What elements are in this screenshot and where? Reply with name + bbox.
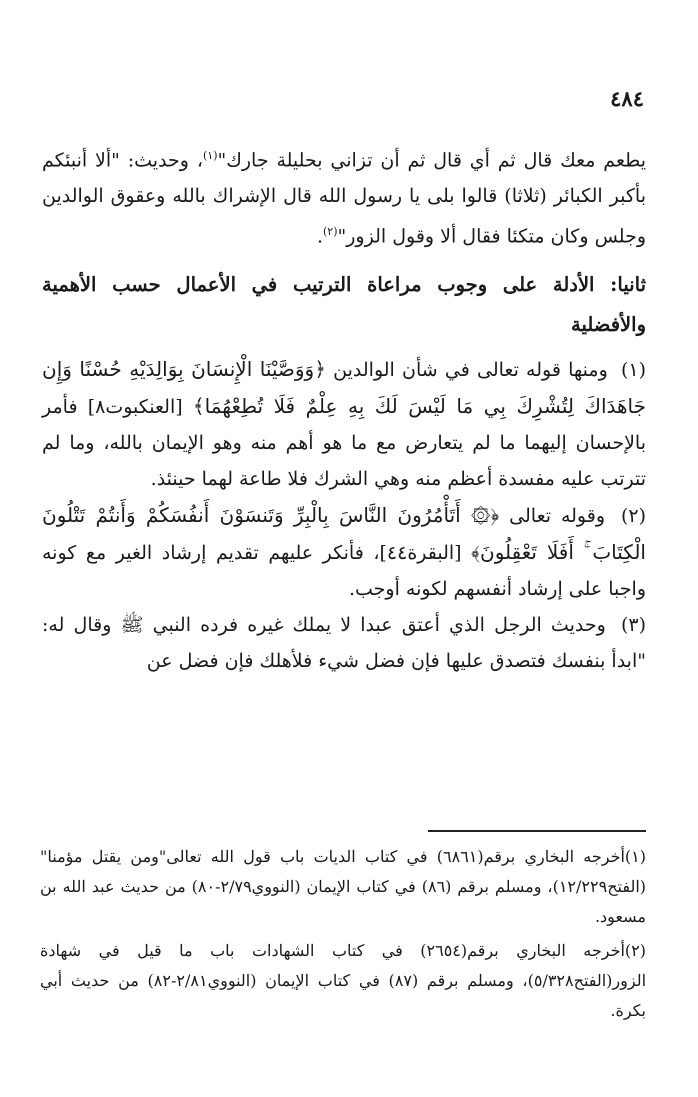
paragraph-end: . [316,225,323,248]
footnote-2: (٢)أخرجه البخاري برقم(٢٦٥٤) في كتاب الشهادات باب ما قيل في شهادة الزور(الفتح٥/٣٢٨)، ومسلم برقم (٨٧) في كتاب الإيمان (النووي٢/٨١-٨٢) من حديث أبي بكرة. [40,941,647,1020]
main-text [42,138,646,679]
list-item [42,497,646,607]
item-text: وقال له: "ابدأ بنفسك فتصدق عليها فإن فضل شيء فلأهلك فإن فضل عن [42,613,646,672]
section-heading: ثانيا: الأدلة على وجوب مراعاة الترتيب في الأعمال حسب الأهمية والأفضلية [42,272,646,336]
item-text: [البقرة٤٤]، فأنكر عليهم تقديم إرشاد الغير مع كونه واجبا على إرشاد أنفسهم لكونه أوجب. [42,541,646,600]
paragraph-intro [42,138,646,255]
paragraph-text-continued: ، وحديث: "ألا أنبئكم بأكبر الكبائر (ثلاثا) قالوا بلى يا رسول الله قال الإشراك بالله وعقوق الوالدين وجلس وكان متكئا فقال ألا وقول الزور" [42,149,646,248]
footnote-ref-2[interactable]: (٢) [323,225,338,239]
item-intro: ومنها قوله تعالى في شأن الوالدين [333,358,608,381]
item-number: (٢) [620,504,646,527]
quran-verse: ﴿وَوَصَّيْنَا الْإِنسَانَ بِوَالِدَيْهِ حُسْنًا وَإِن جَاهَدَاكَ لِتُشْرِكَ بِي مَا لَيْسَ لَكَ بِهِ عِلْمٌ فَلَا تُطِعْهُمَا﴾ [42,356,647,418]
list-item [42,351,646,497]
item-intro: وحديث الرجل الذي أعتق عبدا لا يملك غيره فرده النبي ﷺ [120,613,606,636]
footnote-1: (١)أخرجه البخاري برقم(٦٨٦١) في كتاب الديات باب قول الله تعالى"ومن يقتل مؤمنا"(الفتح١٢/٢٢٩)، ومسلم برقم (٨٦) في كتاب الإيمان (النووي٢/٧٩-٨٠) من حديث عبد الله بن مسعود. [40,847,647,926]
item-number: (٣) [620,613,646,636]
footnote-divider [428,830,646,832]
item-intro: وقوله تعالى [509,504,605,527]
paragraph-text: يطعم معك قال ثم أي قال ثم أن تزاني بحليلة جارك" [217,149,646,172]
footnote-ref-1[interactable]: (١) [202,149,218,162]
quran-verse: ﴿۞ أَتَأْمُرُونَ النَّاسَ بِالْبِرِّ وَتَنسَوْنَ أَنفُسَكُمْ وَأَنتُمْ تَتْلُونَ الْكِتَابَ ۚ أَفَلَا تَعْقِلُونَ﴾ [42,502,646,564]
page-number: ٤٨٤ [610,86,644,111]
list-item [42,607,646,679]
footnotes [40,842,646,1030]
item-number: (١) [620,358,647,381]
item-text: [العنكبوت٨] فأمر بالإحسان إليهما ما لم يتعارض مع ما هو أهم منه وهو الإيمان بالله، وما لم تترتب عليه مفسدة أعظم منه وهي الشرك فلا طاعة لهما حينئذ. [42,395,646,490]
